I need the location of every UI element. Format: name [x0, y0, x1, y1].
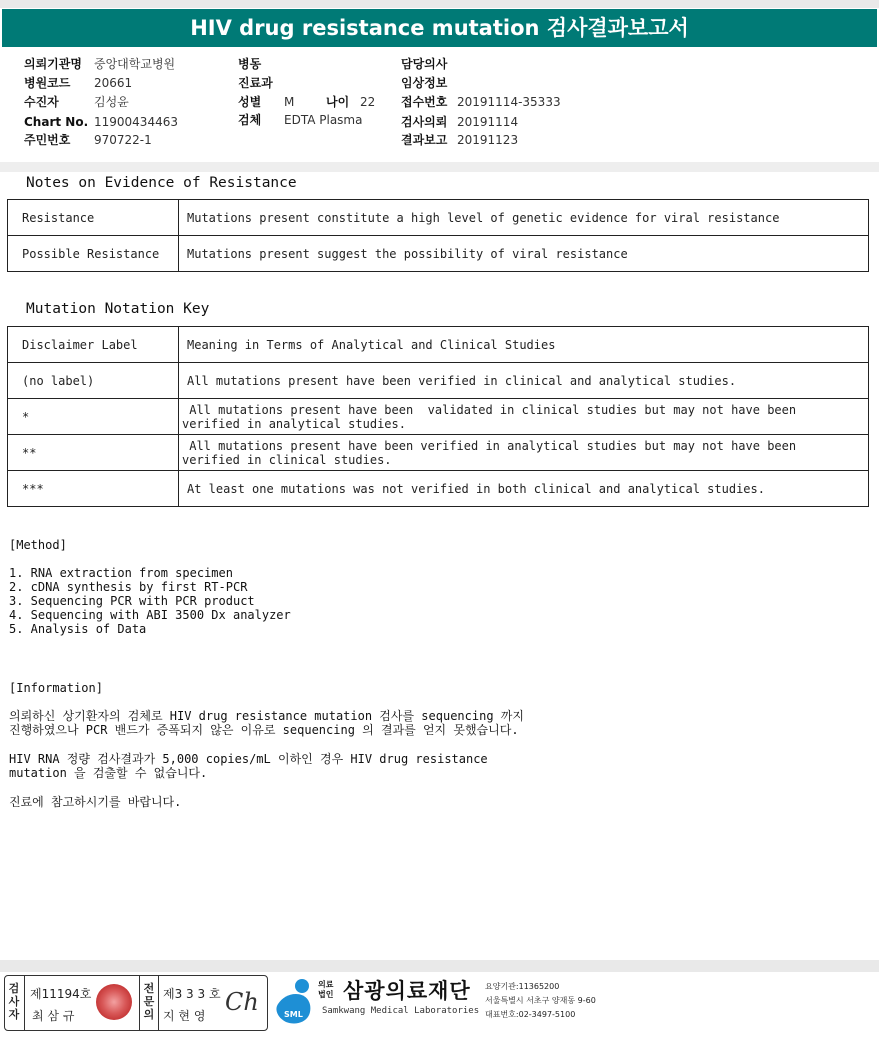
- table-row: [8, 399, 869, 435]
- tester-license: 제11194호: [30, 987, 92, 1001]
- notation-text-cell: At least one mutations was not verified in both clinical and analytical studies.: [179, 471, 869, 507]
- patient-name-row: 수진자 김성윤: [24, 95, 129, 109]
- request-date-row: 검사의뢰 20191114: [401, 115, 519, 129]
- table-row: [8, 363, 869, 399]
- information-paragraph-1: 의뢰하신 상기환자의 검체로 HIV drug resistance mutation 검사를 sequencing 까지 진행하였으나 PCR 밴드가 증폭되지 않은 이유로 sequencing 의 결과를 얻지 못했습니다.: [9, 709, 524, 737]
- method-step: 5. Analysis of Data: [9, 622, 147, 636]
- result-date-row: 결과보고 20191123: [401, 133, 519, 147]
- sml-logo-icon: [272, 976, 320, 1026]
- information-title: [Information]: [9, 681, 103, 695]
- method-step: 1. RNA extraction from specimen: [9, 566, 233, 580]
- evidence-text-cell: Mutations present suggest the possibility of viral resistance: [179, 236, 869, 272]
- section-divider: [0, 162, 879, 172]
- sex-row: 성별 M 나이 22: [238, 95, 376, 109]
- top-strip: [0, 0, 879, 8]
- org-phone: 대표번호:02-3497-5100: [485, 1010, 576, 1019]
- method-title: [Method]: [9, 538, 67, 552]
- divider: [24, 976, 25, 1030]
- notation-text-cell: All mutations present have been verified in clinical and analytical studies.: [179, 363, 869, 399]
- specimen-row: 검체 EDTA Plasma: [238, 113, 363, 127]
- tester-name: 최 삼 규: [32, 1009, 75, 1023]
- brand-name-korean: 삼광의료재단: [343, 979, 471, 1003]
- patient-info-panel: [0, 47, 879, 162]
- org-address: 서울특별시 서초구 양재동 9-60: [485, 996, 596, 1005]
- evidence-label-cell: Possible Resistance: [8, 236, 179, 272]
- footer-band: [0, 960, 879, 972]
- notation-header-text: Meaning in Terms of Analytical and Clinical Studies: [179, 327, 869, 363]
- institution-row: 의뢰기관명 중앙대학교병원: [24, 57, 176, 71]
- evidence-text-cell: Mutations present constitute a high level of genetic evidence for viral resistance: [179, 200, 869, 236]
- notation-label-cell: **: [8, 435, 179, 471]
- evidence-title: Notes on Evidence of Resistance: [26, 175, 297, 191]
- table-row: [8, 236, 869, 272]
- org-number: 요양기관:11365200: [485, 982, 560, 991]
- notation-header-label: Disclaimer Label: [8, 327, 179, 363]
- notation-text-cell: All mutations present have been verified in analytical studies but may not have been verified in clinical studies.: [179, 435, 869, 471]
- information-paragraph-2: HIV RNA 정량 검사결과가 5,000 copies/mL 이하인 경우 HIV drug resistance mutation 을 검출할 수 없습니다.: [9, 752, 488, 780]
- notation-label-cell: *: [8, 399, 179, 435]
- notation-title: Mutation Notation Key: [26, 301, 210, 317]
- report-title: HIV drug resistance mutation 검사결과보고서: [2, 9, 877, 47]
- signature-box: [4, 975, 268, 1031]
- clinical-info-row: 임상정보: [401, 76, 448, 90]
- brand-name-english: Samkwang Medical Laboratories: [322, 1006, 480, 1016]
- notation-text-cell: All mutations present have been validated in clinical studies but may not have been verified in analytical studies.: [179, 399, 869, 435]
- dept-row: 진료과: [238, 76, 273, 90]
- table-row: [8, 471, 869, 507]
- method-step: 3. Sequencing PCR with PCR product: [9, 594, 255, 608]
- specialist-name: 지 현 영: [163, 1009, 206, 1023]
- hospital-code-row: 병원코드 20661: [24, 76, 133, 90]
- seal-stamp: [96, 984, 132, 1020]
- table-row: [8, 435, 869, 471]
- notation-label-cell: ***: [8, 471, 179, 507]
- specialist-license: 제3 3 3 호: [163, 987, 221, 1001]
- evidence-table: [7, 199, 869, 272]
- divider: [139, 976, 140, 1030]
- method-step: 4. Sequencing with ABI 3500 Dx analyzer: [9, 608, 291, 622]
- resident-no-row: 주민번호 970722-1: [24, 133, 152, 147]
- signature-scribble: Ch: [225, 988, 259, 1016]
- notation-label-cell: (no label): [8, 363, 179, 399]
- method-step: 2. cDNA synthesis by first RT-PCR: [9, 580, 248, 594]
- legal-entity-label: 의료 법인: [318, 980, 334, 999]
- table-row: [8, 200, 869, 236]
- logo-text: SML: [284, 1010, 303, 1019]
- divider: [158, 976, 159, 1030]
- ward-row: 병동: [238, 57, 262, 71]
- evidence-label-cell: Resistance: [8, 200, 179, 236]
- table-header-row: [8, 327, 869, 363]
- notation-table: [7, 326, 869, 507]
- specialist-role-label: 전 문 의: [143, 982, 155, 1021]
- doctor-row: 담당의사: [401, 57, 448, 71]
- chart-no-row: Chart No. 11900434463: [24, 115, 178, 129]
- information-paragraph-3: 진료에 참고하시기를 바랍니다.: [9, 795, 182, 809]
- receipt-no-row: 접수번호 20191114-35333: [401, 95, 561, 109]
- tester-role-label: 검 사 자: [8, 982, 20, 1021]
